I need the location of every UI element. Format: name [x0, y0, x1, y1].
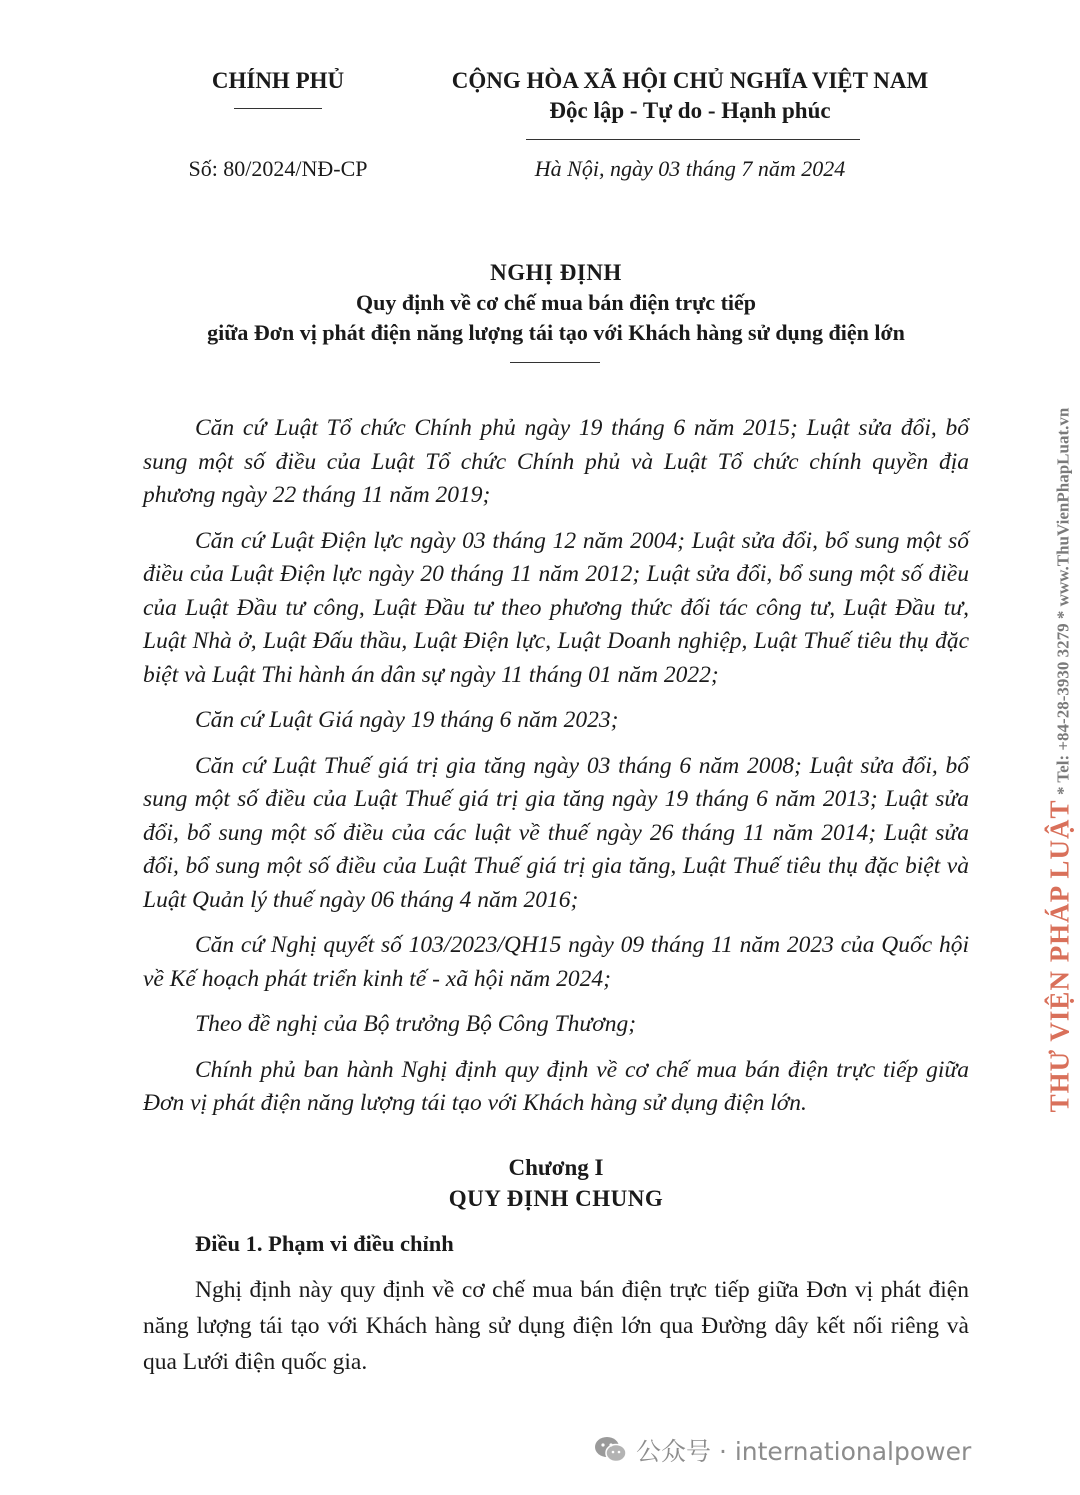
document-subject-line-2: giữa Đơn vị phát điện năng lượng tái tạo với Khách hàng sử dụng điện lớn — [207, 320, 905, 345]
watermark-brand: THƯ VIỆN PHÁP LUẬT — [1044, 799, 1075, 1113]
agency-underline — [234, 108, 322, 109]
chapter-label: Chương I — [508, 1155, 604, 1180]
watermark-contact: * Tel: +84-28-3930 3279 * www.ThuVienPhapLuat.vn — [1053, 407, 1073, 796]
preamble-paragraph: Căn cứ Luật Tổ chức Chính phủ ngày 19 tháng 6 năm 2015; Luật sửa đổi, bổ sung một số điều của Luật Tổ chức Chính phủ và Luật Tổ chức chính quyền địa phương ngày 22 tháng 11 năm 2019; — [143, 415, 969, 508]
preamble — [143, 412, 969, 1121]
title-underline — [510, 362, 600, 363]
preamble-paragraph: Căn cứ Luật Thuế giá trị gia tăng ngày 03 tháng 6 năm 2008; Luật sửa đổi, bổ sung một số điều của Luật Thuế giá trị gia tăng ngày 19 tháng 6 năm 2013; Luật sửa đổi, bổ sung một số điều của các luật về thuế ngày 26 tháng 11 năm 2014; Luật sửa đổi, bổ sung một số điều của Luật Thuế giá trị gia tăng, Luật Thuế tiêu thụ đặc biệt và Luật Quản lý thuế ngày 06 tháng 4 năm 2016; — [143, 752, 969, 913]
preamble-paragraph: Theo đề nghị của Bộ trưởng Bộ Công Thương; — [195, 1011, 637, 1037]
motto-underline — [526, 139, 860, 140]
article-1-text: Nghị định này quy định về cơ chế mua bán điện trực tiếp giữa Đơn vị phát điện năng lượng tái tạo với Khách hàng sử dụng điện lớn qua Đường dây kết nối riêng và qua Lưới điện quốc gia. — [143, 1277, 969, 1375]
side-watermark — [1045, 408, 1076, 1113]
preamble-paragraph: Căn cứ Luật Giá ngày 19 tháng 6 năm 2023; — [195, 707, 619, 733]
preamble-paragraph: Chính phủ ban hành Nghị định quy định về cơ chế mua bán điện trực tiếp giữa Đơn vị phát điện năng lượng tái tạo với Khách hàng sử dụng điện lớn. — [143, 1056, 969, 1116]
republic-name: CỘNG HÒA XÃ HỘI CHỦ NGHĨA VIỆT NAM — [451, 68, 929, 93]
footer-account — [594, 1432, 971, 1468]
chapter-title: QUY ĐỊNH CHUNG — [448, 1186, 664, 1211]
document-type-title: NGHỊ ĐỊNH — [490, 260, 622, 285]
document-number: Số: 80/2024/NĐ-CP — [188, 156, 368, 181]
wechat-icon — [594, 1435, 628, 1465]
agency-name: CHÍNH PHỦ — [211, 68, 345, 93]
article-1-heading: Điều 1. Phạm vi điều chỉnh — [195, 1231, 454, 1256]
preamble-paragraph: Căn cứ Luật Điện lực ngày 03 tháng 12 năm 2004; Luật sửa đổi, bổ sung một số điều của Luật Điện lực ngày 20 tháng 11 năm 2012; Luật sửa đổi, bổ sung một số điều của Luật Đầu tư công, Luật Đầu tư theo phương thức đối tác công tư, Luật Đầu tư, Luật Nhà ở, Luật Đấu thầu, Luật Điện lực, Luật Doanh nghiệp, Luật Thuế tiêu thụ đặc biệt và Luật Thi hành án dân sự ngày 11 tháng 01 năm 2022; — [143, 527, 969, 688]
article-1-body — [143, 1272, 969, 1380]
national-motto: Độc lập - Tự do - Hạnh phúc — [549, 98, 831, 123]
document-subject-line-1: Quy định về cơ chế mua bán điện trực tiếp — [355, 290, 757, 315]
place-and-date: Hà Nội, ngày 03 tháng 7 năm 2024 — [534, 156, 846, 181]
preamble-paragraph: Căn cứ Nghị quyết số 103/2023/QH15 ngày 09 tháng 11 năm 2023 của Quốc hội về Kế hoạch phát triển kinh tế - xã hội năm 2024; — [143, 932, 969, 992]
footer-account-label: 公众号 · internationalpower — [636, 1437, 972, 1466]
